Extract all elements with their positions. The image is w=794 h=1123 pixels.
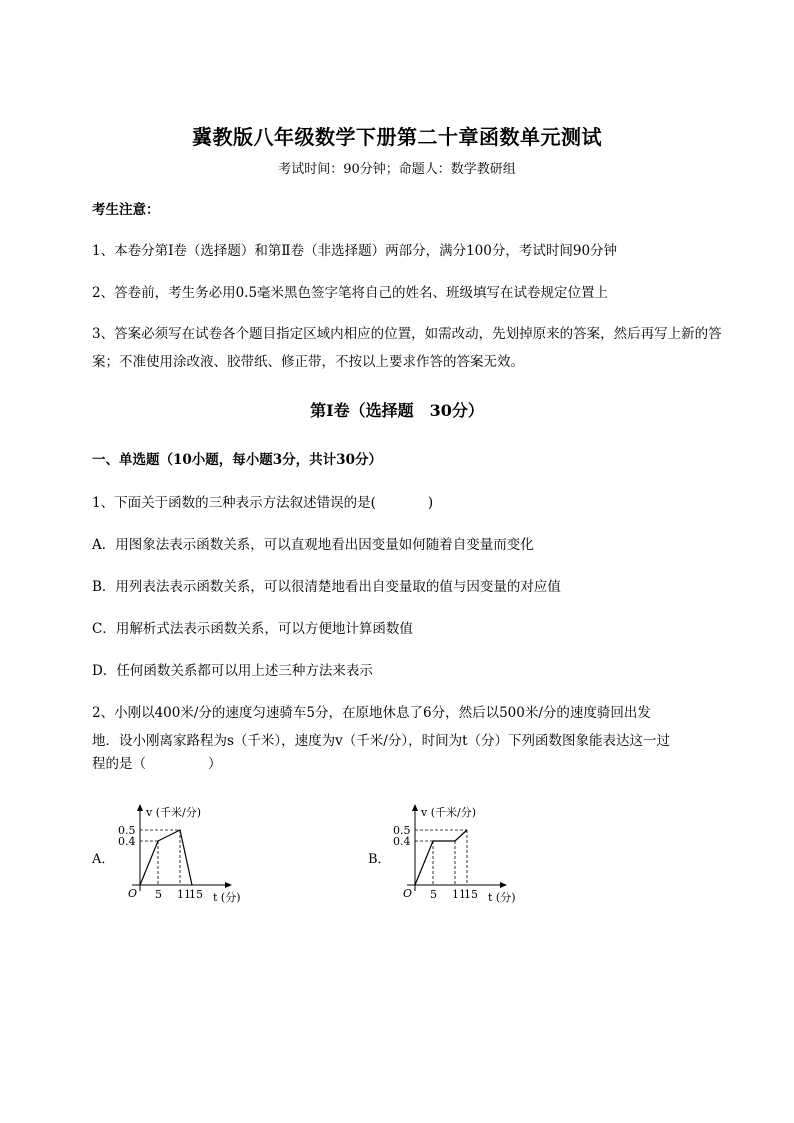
part1-heading: 一、单选题（10小题，每小题3分，共计30分） xyxy=(92,452,382,468)
graph-b-x-axis-arrow xyxy=(500,882,507,888)
notice-item-1: 1、本卷分第I卷（选择题）和第Ⅱ卷（非选择题）两部分，满分100分，考试时间90分钟 xyxy=(92,243,618,259)
graph-b-y-axis-arrow xyxy=(412,804,418,811)
graph-b-x-tick-label: 11 xyxy=(452,888,466,901)
graph-a-function-line xyxy=(140,830,192,885)
question-1-stem xyxy=(92,489,742,517)
graph-a-x-tick-label: 11 xyxy=(177,888,191,901)
graph-b-y-axis-label: v (千米/分) xyxy=(421,806,476,819)
graph-a-y-axis-label: v (千米/分) xyxy=(146,806,201,819)
question-1-stem-prefix: 1、下面关于函数的三种表示方法叙述错误的是( xyxy=(92,495,376,511)
graph-a-y-tick-label: 0.4 xyxy=(118,835,136,848)
page-subtitle: 考试时间：90分钟；命题人：数学教研组 xyxy=(278,162,516,177)
graph-b-origin-label: O xyxy=(403,887,413,900)
question-2-line-2: 地．设小刚离家路程为s（千米），速度为v（千米/分），时间为t（分）下列函数图象能表达这一过 xyxy=(92,733,671,749)
graph-b xyxy=(385,795,535,910)
graph-b-x-tick-label: 15 xyxy=(464,888,478,901)
graph-a-x-axis-label: t (分) xyxy=(213,891,241,904)
page-title: 冀教版八年级数学下册第二十章函数单元测试 xyxy=(192,125,602,149)
graph-a-origin-label: O xyxy=(128,887,138,900)
question-1-option-a: A．用图象法表示函数关系，可以直观地看出因变量如何随着自变量而变化 xyxy=(92,537,534,553)
graph-b-y-tick-label: 0.4 xyxy=(393,835,411,848)
question-1-stem-suffix: ) xyxy=(427,495,434,511)
graph-a-x-axis-arrow xyxy=(225,882,232,888)
question-2-line-3 xyxy=(92,750,742,778)
graph-b-x-tick-label: 5 xyxy=(430,888,437,901)
graph-b-x-axis-label: t (分) xyxy=(488,891,516,904)
graph-b-label[interactable]: B． xyxy=(368,852,391,867)
notice-item-2: 2、答卷前，考生务必用0.5毫米黑色签字笔将自己的姓名、班级填写在试卷规定位置上 xyxy=(92,285,609,301)
graph-a-y-tick-label: 0.5 xyxy=(118,824,136,837)
question-2-line-3-suffix: ） xyxy=(208,756,222,772)
question-1-option-c: C．用解析式法表示函数关系，可以方便地计算函数值 xyxy=(92,621,413,637)
question-1-option-b: B．用列表法表示函数关系，可以很清楚地看出自变量取的值与因变量的对应值 xyxy=(92,579,561,595)
graph-a-label[interactable]: A． xyxy=(92,852,115,867)
graph-a-x-tick-label: 15 xyxy=(189,888,203,901)
graph-a xyxy=(110,795,260,910)
section-title: 第I卷（选择题 30分） xyxy=(310,401,484,420)
graph-b-function-line xyxy=(415,830,467,885)
question-2-line-3-prefix: 程的是（ xyxy=(92,756,146,772)
graph-a-y-axis-arrow xyxy=(137,804,143,811)
question-2-line-1: 2、小刚以400米/分的速度匀速骑车5分，在原地休息了6分，然后以500米/分的速度骑回出发 xyxy=(92,705,651,721)
notice-item-3: 3、答案必须写在试卷各个题目指定区域内相应的位置，如需改动，先划掉原来的答案，然后再写上新的答案；不准使用涂改液、胶带纸、修正带，不按以上要求作答的答案无效。 xyxy=(92,326,722,370)
graph-a-x-tick-label: 5 xyxy=(155,888,162,901)
graph-b-y-tick-label: 0.5 xyxy=(393,824,411,837)
question-1-option-d: D．任何函数关系都可以用上述三种方法来表示 xyxy=(92,663,373,679)
notice-heading: 考生注意： xyxy=(92,202,160,218)
